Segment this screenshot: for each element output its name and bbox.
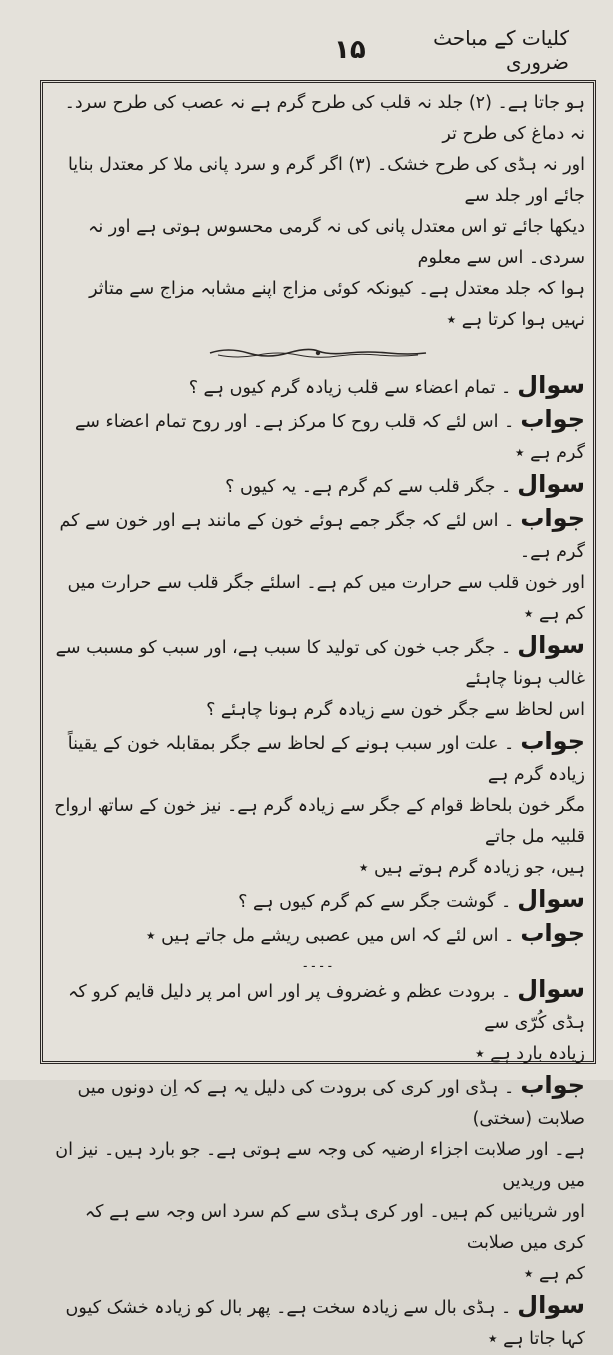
answer-block	[50, 726, 585, 884]
qa-line	[50, 1259, 585, 1290]
question-label: سوال	[517, 1291, 585, 1319]
qa-text: ۔ جگر قلب سے کم گرم ہے۔ یہ کیوں ؟	[225, 477, 512, 497]
qa-text: ہیں، جو زیادہ گرم ہوتے ہیں ٭	[358, 858, 585, 878]
qa-line	[50, 630, 585, 695]
ornamental-divider	[50, 342, 585, 364]
answer-label: جواب	[520, 1071, 585, 1099]
qa-line	[50, 1135, 585, 1197]
qa-text: ۔ تمام اعضاء سے قلب زیادہ گرم کیوں ہے ؟	[188, 378, 512, 398]
page-header	[34, 26, 569, 74]
qa-text: ہے۔ اور صلابت اجزاء ارضیہ کی وجہ سے ہوتی ہے۔ جو بارد ہیں۔ نیز ان میں وریدیں	[55, 1140, 585, 1191]
answer-label: جواب	[520, 919, 585, 947]
answer-label: جواب	[520, 504, 585, 532]
answer-block	[50, 918, 585, 952]
qa-line	[50, 404, 585, 469]
divider-ornament-icon	[208, 346, 428, 360]
answer-label: جواب	[520, 405, 585, 433]
answer-block	[50, 503, 585, 630]
qa-line	[50, 884, 585, 918]
qa-text: ۔ علت اور سبب ہونے کے لحاظ سے جگر بمقابلہ خون کے یقیناً زیادہ گرم ہے	[67, 734, 585, 785]
question-block	[50, 884, 585, 918]
qa-text: ۔ گوشت جگر سے کم گرم کیوں ہے ؟	[238, 892, 512, 912]
page-body	[50, 88, 585, 1349]
qa-text: ۔ اس لئے کہ جگر جمے ہوئے خون کے مانند ہے اور خون سے کم گرم ہے۔	[59, 511, 585, 562]
question-block	[50, 370, 585, 404]
question-label: سوال	[517, 470, 585, 498]
qa-line	[50, 695, 585, 726]
qa-line	[50, 918, 585, 952]
running-title: کلیات کے مباحث ضروری	[433, 26, 569, 74]
answer-label: جواب	[520, 727, 585, 755]
qa-section-1	[50, 370, 585, 952]
question-label: سوال	[517, 371, 585, 399]
qa-text: اس لحاظ سے جگر خون سے زیادہ گرم ہونا چاہئے ؟	[206, 700, 585, 720]
qa-text: ۔ ہڈی بال سے زیادہ سخت ہے۔ پھر بال کو زیادہ خشک کیوں کہا جاتا ہے ٭	[65, 1298, 585, 1349]
qa-line	[50, 1290, 585, 1355]
qa-text: اور شریانیں کم ہیں۔ اور کری ہڈی سے کم سرد اس وجہ سے ہے کہ کری میں صلابت	[84, 1202, 585, 1253]
qa-line	[50, 791, 585, 853]
qa-text: زیادہ بارد ہے ٭	[475, 1044, 585, 1064]
question-block	[50, 630, 585, 726]
qa-text: ۔ اس لئے کہ قلب روح کا مرکز ہے۔ اور روح تمام اعضاء سے گرم ہے ٭	[75, 412, 585, 463]
qa-text: مگر خون بلحاظ قوام کے جگر سے زیادہ گرم ہے۔ نیز خون کے ساتھ ارواح قلبیہ مل جاتے	[54, 796, 585, 847]
qa-line	[50, 853, 585, 884]
qa-section-2	[50, 974, 585, 1355]
qa-text: ۔ برودت عظم و غضروف پر اور اس امر پر دلیل قایم کرو کہ ہڈی کُرّی سے	[68, 982, 585, 1033]
page-number: ۱۵	[334, 35, 366, 65]
qa-line	[50, 370, 585, 404]
answer-block	[50, 1070, 585, 1290]
intro-line: ہو جاتا ہے۔ (۲) جلد نہ قلب کی طرح گرم ہے نہ عصب کی طرح سرد۔ نہ دماغ کی طرح تر	[64, 93, 585, 144]
qa-text: ۔ جگر جب خون کی تولید کا سبب ہے، اور سبب کو مسبب سے غالب ہونا چاہئے	[55, 638, 585, 689]
qa-text: ۔ اس لئے کہ اس میں عصبی ریشے مل جاتے ہیں ٭	[146, 926, 515, 946]
qa-line	[50, 1197, 585, 1259]
question-label: سوال	[517, 975, 585, 1003]
question-label: سوال	[517, 885, 585, 913]
answer-block	[50, 404, 585, 469]
question-block	[50, 974, 585, 1070]
qa-line	[50, 1070, 585, 1135]
mid-ornament: ۔۔۔۔	[301, 955, 334, 971]
question-label: سوال	[517, 631, 585, 659]
qa-text: کم ہے ٭	[523, 1264, 585, 1284]
qa-line	[50, 726, 585, 791]
qa-line	[50, 1039, 585, 1070]
intro-line: ہوا کہ جلد معتدل ہے۔ کیونکہ کوئی مزاج اپنے مشابہ مزاج سے متاثر نہیں ہوا کرتا ہے ٭	[89, 279, 585, 330]
qa-line	[50, 469, 585, 503]
qa-line	[50, 503, 585, 568]
qa-text: اور خون قلب سے حرارت میں کم ہے۔ اسلئے جگر قلب سے حرارت میں کم ہے ٭	[67, 573, 585, 624]
qa-line	[50, 568, 585, 630]
intro-paragraph	[50, 88, 585, 336]
intro-line: اور نہ ہڈی کی طرح خشک۔ (۳) اگر گرم و سرد پانی ملا کر معتدل بنایا جائے اور جلد سے	[67, 155, 585, 206]
qa-line	[50, 974, 585, 1039]
question-block	[50, 469, 585, 503]
qa-text: ۔ ہڈی اور کری کی برودت کی دلیل یہ ہے کہ اِن دونوں میں صلابت (سختی)	[77, 1078, 585, 1129]
question-block	[50, 1290, 585, 1355]
intro-line: دیکھا جائے تو اس معتدل پانی کی نہ گرمی محسوس ہوتی ہے اور نہ سردی۔ اس سے معلوم	[88, 217, 585, 268]
